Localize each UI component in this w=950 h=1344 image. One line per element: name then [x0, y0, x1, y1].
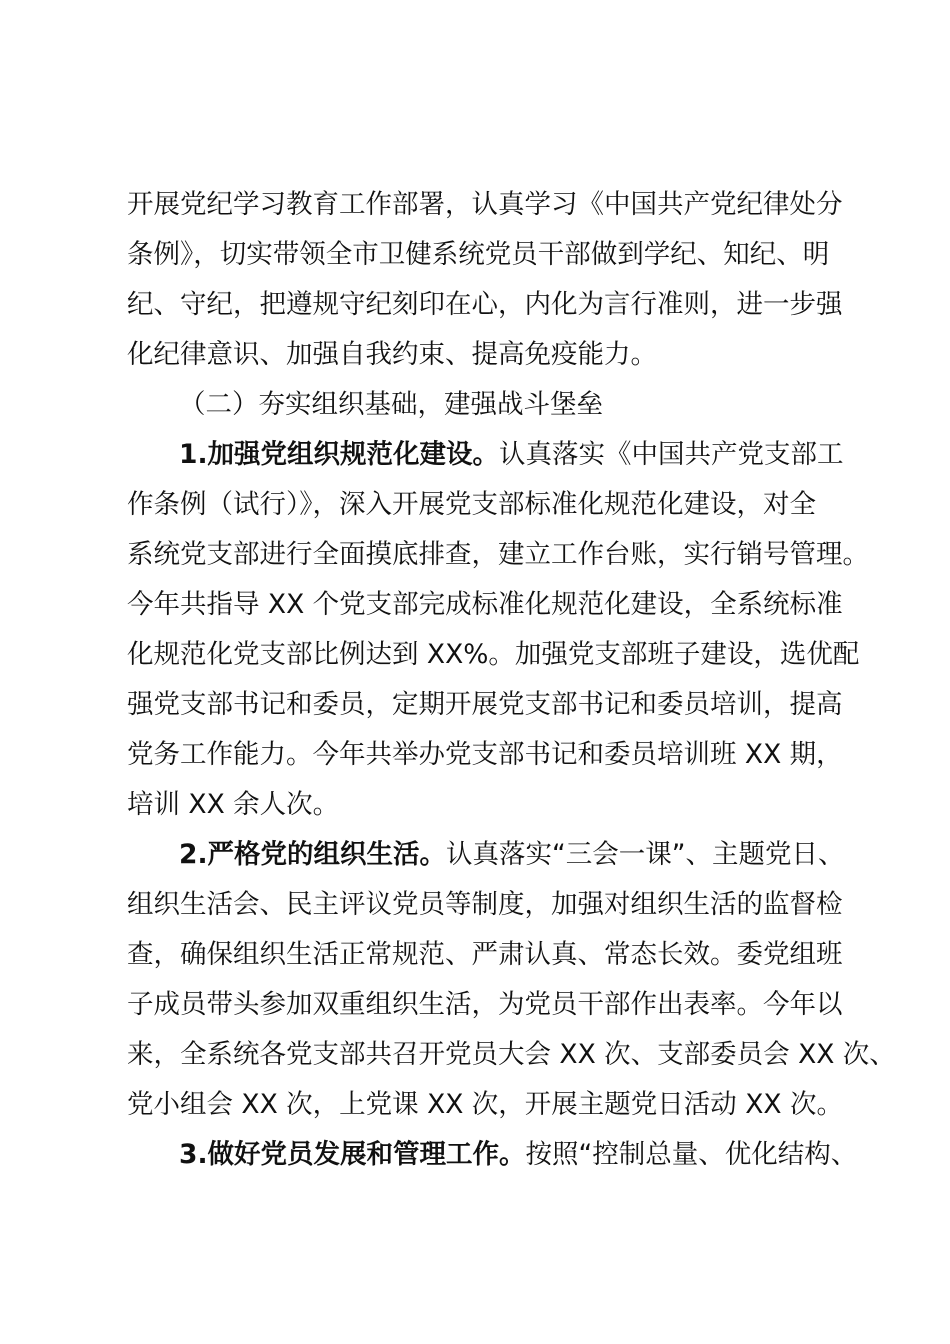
paragraph-line: 子成员带头参加双重组织生活，为党员干部作出表率。今年以	[127, 989, 843, 1020]
paragraph-line: 组织生活会、民主评议党员等制度，加强对组织生活的监督检	[127, 889, 843, 920]
section-heading: （二）夯实组织基础，建强战斗堡垒	[179, 389, 603, 420]
paragraph-line: 党务工作能力。今年共举办党支部书记和委员培训班 XX 期，	[127, 739, 843, 770]
paragraph-line: 化规范化党支部比例达到 XX%。加强党支部班子建设，选优配	[127, 639, 860, 670]
paragraph-line: 党小组会 XX 次，上党课 XX 次，开展主题党日活动 XX 次。	[127, 1089, 843, 1120]
paragraph-line: 纪、守纪，把遵规守纪刻印在心，内化为言行准则，进一步强	[127, 289, 843, 320]
paragraph-line: 强党支部书记和委员，定期开展党支部书记和委员培训，提高	[127, 689, 843, 720]
paragraph-line: 培训 XX 余人次。	[127, 789, 340, 820]
paragraph-line: 开展党纪学习教育工作部署，认真学习《中国共产党纪律处分	[127, 189, 843, 220]
paragraph-line: 系统党支部进行全面摸底排查，建立工作台账，实行销号管理。	[127, 539, 869, 570]
item-heading: 2.严格党的组织生活。	[179, 839, 447, 870]
paragraph-text: 认真落实《中国共产党支部工	[499, 439, 844, 470]
paragraph-text: 认真落实“三会一课”、主题党日、	[446, 839, 845, 870]
paragraph-line: 作条例（试行）》，深入开展党支部标准化规范化建设，对全	[127, 489, 816, 520]
paragraph-line: 化纪律意识、加强自我约束、提高免疫能力。	[127, 339, 657, 370]
item-heading: 1.加强党组织规范化建设。	[179, 439, 500, 470]
paragraph-line: 今年共指导 XX 个党支部完成标准化规范化建设，全系统标准	[127, 589, 843, 620]
paragraph-line: 查，确保组织生活正常规范、严肃认真、常态长效。委党组班	[127, 939, 843, 970]
paragraph-line: 来，全系统各党支部共召开党员大会 XX 次、支部委员会 XX 次、	[127, 1039, 896, 1070]
item-heading: 3.做好党员发展和管理工作。	[179, 1139, 526, 1170]
paragraph-line	[179, 830, 844, 880]
paragraph-text: 按照“控制总量、优化结构、	[525, 1139, 858, 1170]
paragraph-line	[179, 430, 844, 480]
paragraph-line	[179, 1130, 857, 1180]
paragraph-line: 条例》，切实带领全市卫健系统党员干部做到学纪、知纪、明	[127, 239, 830, 270]
